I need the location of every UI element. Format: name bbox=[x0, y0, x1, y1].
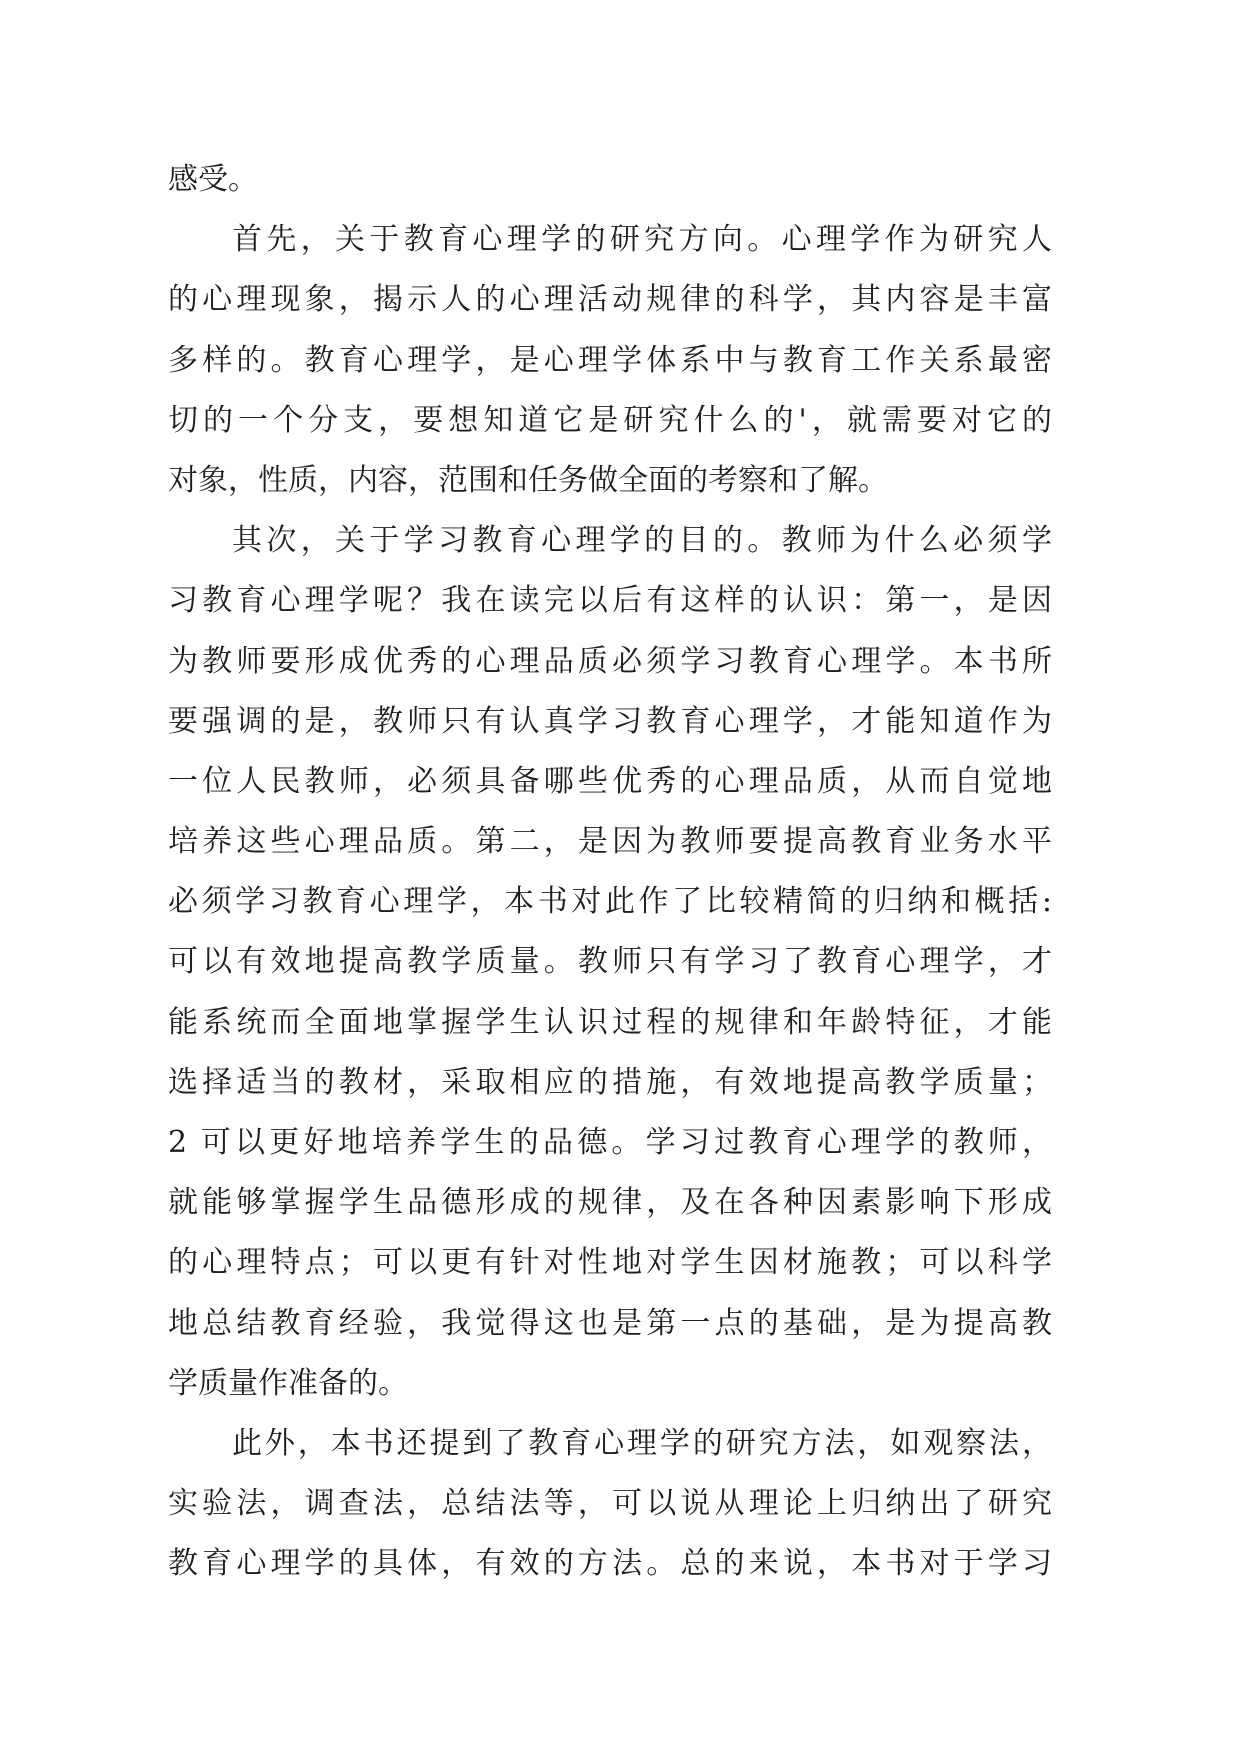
text-line: 切的一个分支，要想知道它是研究什么的'，就需要对它的 bbox=[168, 402, 1052, 438]
text-line: 习教育心理学呢？我在读完以后有这样的认识：第一，是因 bbox=[168, 583, 1052, 619]
text-line: 学质量作准备的。 bbox=[168, 1365, 408, 1401]
paragraph bbox=[168, 511, 1052, 1414]
text-line: 要强调的是，教师只有认真学习教育心理学，才能知道作为 bbox=[168, 703, 1052, 739]
text-line: 就能够掌握学生品德形成的规律，及在各种因素影响下形成 bbox=[168, 1185, 1052, 1221]
text-line: 此外，本书还提到了教育心理学的研究方法，如观察法， bbox=[232, 1425, 1052, 1461]
text-line: 的心理特点；可以更有针对性地对学生因材施教；可以科学 bbox=[168, 1245, 1052, 1281]
text-line: 必须学习教育心理学，本书对此作了比较精简的归纳和概括: bbox=[168, 884, 1052, 920]
paragraph bbox=[168, 210, 1052, 511]
paragraph bbox=[168, 150, 1052, 210]
text-line: 一位人民教师，必须具备哪些优秀的心理品质，从而自觉地 bbox=[168, 763, 1052, 799]
body-text bbox=[168, 150, 1052, 1595]
paragraph bbox=[168, 1414, 1052, 1595]
text-line: 对象，性质，内容，范围和任务做全面的考察和了解。 bbox=[168, 462, 888, 498]
text-line: 的心理现象，揭示人的心理活动规律的科学，其内容是丰富 bbox=[168, 282, 1052, 318]
text-line: 其次，关于学习教育心理学的目的。教师为什么必须学 bbox=[232, 523, 1052, 559]
text-line: 实验法，调查法，总结法等，可以说从理论上归纳出了研究 bbox=[168, 1486, 1052, 1522]
text-line: 为教师要形成优秀的心理品质必须学习教育心理学。本书所 bbox=[168, 643, 1052, 679]
text-line: 可以有效地提高教学质量。教师只有学习了教育心理学，才 bbox=[168, 944, 1052, 980]
text-line: 地总结教育经验，我觉得这也是第一点的基础，是为提高教 bbox=[168, 1305, 1052, 1341]
text-line: 教育心理学的具体，有效的方法。总的来说，本书对于学习 bbox=[168, 1546, 1052, 1582]
text-line: 首先，关于教育心理学的研究方向。心理学作为研究人 bbox=[232, 222, 1052, 258]
text-line: 2 可以更好地培养学生的品德。学习过教育心理学的教师， bbox=[168, 1125, 1052, 1160]
text-line: 感受。 bbox=[168, 162, 258, 197]
text-line: 能系统而全面地掌握学生认识过程的规律和年龄特征，才能 bbox=[168, 1004, 1052, 1040]
text-line: 培养这些心理品质。第二，是因为教师要提高教育业务水平 bbox=[168, 824, 1052, 860]
text-line: 选择适当的教材，采取相应的措施，有效地提高教学质量； bbox=[168, 1064, 1052, 1100]
text-line: 多样的。教育心理学，是心理学体系中与教育工作关系最密 bbox=[168, 342, 1052, 378]
